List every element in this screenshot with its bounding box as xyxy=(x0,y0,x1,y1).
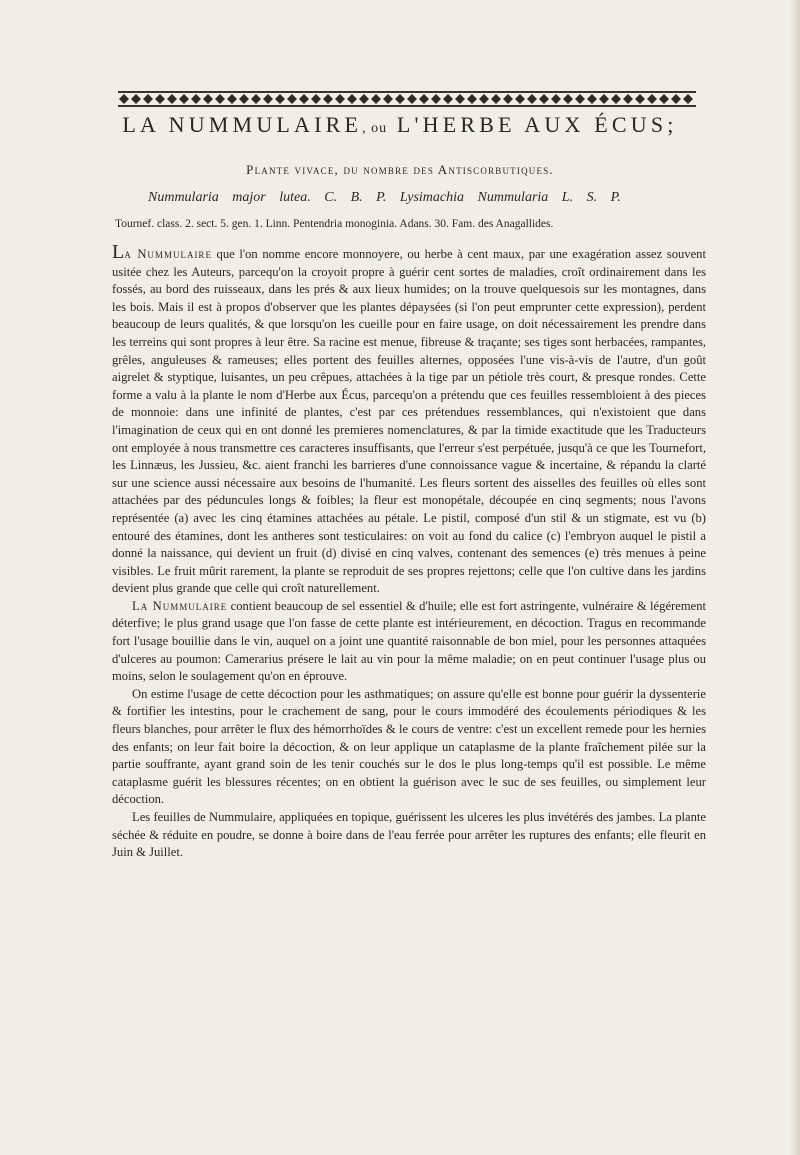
page-edge-shadow xyxy=(790,0,800,1155)
title-ou: , ou xyxy=(362,121,388,136)
botanical-synonyms: Nummularia major lutea. C. B. P. Lysimachia Nummularia L. S. P. xyxy=(148,190,621,205)
drop-cap: L xyxy=(112,241,125,263)
ornament-mark xyxy=(467,94,477,104)
ornament-mark xyxy=(587,94,597,104)
paragraph-2 xyxy=(112,598,706,686)
body-text xyxy=(112,241,707,862)
ornament-mark xyxy=(671,94,681,104)
ornament-mark xyxy=(611,94,621,104)
paragraph-text: contient beaucoup de sel essentiel & d'huile; elle est fort astringente, vulnéraire & légérement déterfive; le plus grand usage que l'on fasse de cette plante est intérieurement, en décoction. Tragus en recommande fort l'usage bouillie dans le vin, auquel on a joint une quantité raisonnable de bon miel, pour les personnes attaquées d'ulceres au poumon: Camerarius présere le lait au vin pour la même maladie; on en peut continuer l'usage plus ou moins, selon le soulagement qu'on en éprouve. xyxy=(112,598,707,684)
decorative-ornament-band xyxy=(118,88,696,110)
paragraph-1 xyxy=(112,241,706,598)
ornament-mark xyxy=(539,94,549,104)
ornament-mark xyxy=(191,94,201,104)
classification-line: Tournef. class. 2. sect. 5. gen. 1. Linn. Pentendria monoginia. Adans. 30. Fam. des Anagallides. xyxy=(115,218,554,230)
ornament-mark xyxy=(599,94,609,104)
title-main: LA NUMMULAIRE xyxy=(122,112,363,137)
ornament-mark xyxy=(431,94,441,104)
ornament-mark xyxy=(371,94,381,104)
paragraph-lead: La Nummulaire xyxy=(132,598,228,613)
ornament-mark xyxy=(299,94,309,104)
paragraph-lead: a Nummulaire xyxy=(124,247,212,261)
ornament-mark xyxy=(215,94,225,104)
ornament-mark xyxy=(251,94,261,104)
page-title xyxy=(0,112,800,138)
ornament-mark xyxy=(515,94,525,104)
ornament-mark xyxy=(143,94,153,104)
ornament-mark xyxy=(419,94,429,104)
ornament-mark xyxy=(635,94,645,104)
ornament-mark xyxy=(227,94,237,104)
ornament-mark xyxy=(167,94,177,104)
ornament-mark xyxy=(527,94,537,104)
paragraph-3: On estime l'usage de cette décoction pour les asthmatiques; on assure qu'elle est bonne pour guérir la dyssenterie & fortifier les intestins, pour le crachement de sang, pour le cours immodéré des écoulements périodiques & les fleurs blanches, pour arrêter le flux des hémorrhoïdes & le cours de ventre: c'est un excellent remede pour les hernies des enfants; on leur fait boire la décoction, & on leur applique un cataplasme de la plante fraîchement pilée sur la partie souffrante, ayant grand soin de les tenir couchés sur le dos le plus long-temps qu'il est possible. Le même cataplasme guérit les blessures récentes; on en obtient la guérison avec le suc de ses feuilles, ou simplement leur décoction. xyxy=(112,686,706,807)
ornament-mark xyxy=(155,94,165,104)
ornament-mark xyxy=(239,94,249,104)
ornament-mark xyxy=(683,94,693,104)
ornament-mark xyxy=(503,94,513,104)
ornament-mark xyxy=(179,94,189,104)
ornament-mark xyxy=(647,94,657,104)
ornament-mark xyxy=(275,94,285,104)
ornament-mark xyxy=(407,94,417,104)
ornament-mark xyxy=(311,94,321,104)
ornament-mark xyxy=(383,94,393,104)
ornament-mark xyxy=(287,94,297,104)
paragraph-4: Les feuilles de Nummulaire, appliquées en topique, guérissent les ulceres les plus invétérés des jambes. La plante séchée & réduite en poudre, se donne à boire dans de l'eau ferrée pour arrêter les ruptures des enfants; elle fleurit en Juin & Juillet. xyxy=(112,810,706,860)
subtitle: Plante vivace, du nombre des Antiscorbutiques. xyxy=(246,162,554,177)
ornament-mark xyxy=(359,94,369,104)
ornament-mark xyxy=(551,94,561,104)
ornament-mark xyxy=(131,94,141,104)
title-alt: L'HERBE AUX ÉCUS; xyxy=(396,112,678,137)
ornament-mark xyxy=(479,94,489,104)
ornament-mark xyxy=(443,94,453,104)
ornament-mark xyxy=(623,94,633,104)
ornament-mark xyxy=(335,94,345,104)
ornament-mark xyxy=(263,94,273,104)
ornament-mark xyxy=(347,94,357,104)
ornament-mark xyxy=(119,94,129,104)
ornament-mark xyxy=(395,94,405,104)
ornament-mark xyxy=(659,94,669,104)
ornament-mark xyxy=(491,94,501,104)
ornament-mark xyxy=(455,94,465,104)
ornament-mark xyxy=(203,94,213,104)
ornament-mark xyxy=(563,94,573,104)
paragraph-text: que l'on nomme encore monnoyere, ou herbe à cent maux, par une exagération assez souvent usitée chez les Auteurs, parcequ'on la croyoit propre à guérir cent sortes de maladies, croît ordinairement dans les fossés, au bord des ruisseaux, dans les prés & aux lieux humides; on la trouve quelquesois sur les montagnes, dans les bois. Mais il est à propos d'observer que les plantes dépaysées (si l'on peut emprunter cette expression), perdent beaucoup de leurs qualités, & que lorsqu'on les cueille pour en faire usage, on doit nécessairement les prendre dans les terreins qui sont propres à leur être. Sa racine est menue, fibreuse & traçante; ses tiges sont herbacées, rampantes, grêles, anguleuses & rameuses; elles portent des feuilles alternes, opposées l'une vis-à-vis de l'autre, d'un goût aigrelet & styptique, luisantes, un peu crêpues, attachées à la tige par un pétiole très court, & presque rondes. Cette forme a valu à la plante le nom d'Herbe aux Écus, parcequ'on a prétendu que ces feuilles ressembloient à des pieces de monnoie: dans une infinité de plantes, c'est par ces prétendues ressemblances, qui n'existoient que dans l'imagination de ceux qui en ont donné les premieres nomenclatures, & par la timide exactitude que les Traducteurs ont employée à nous transmettre ces caracteres insuffisants, que l'erreur s'est perpétuée, jusqu'à ce que les Tournefort, les Linnæus, les Jussieu, &c. aient franchi les barrieres d'une connoissance vague & incertaine, & répandu la clarté sur une science aussi nécessaire aux besoins de l'humanité. Les fleurs sortent des aisselles des feuilles où elles sont attachées par des péduncules longs & foibles; la fleur est monopétale, découpée en cinq segments; nous l'avons représentée (a) avec les cinq étamines attachées au pétale. Le pistil, composé d'un stil & un stigmate, est vu (b) entouré des étamines, dont les antheres sont testiculaires: on voit au fond du calice (c) l'embryon auquel le pistil a donné la naissance, qui devient un fruit (d) divisé en cinq valves, contenant des semences (e) très menues à peine visibles. Le fruit mûrit rarement, la plante se reproduit de ses propres rejettons; celle que l'on cultive dans les jardins devient plus grande que celle qui croît naturellement. xyxy=(112,247,706,596)
ornament-mark xyxy=(575,94,585,104)
ornament-mark xyxy=(323,94,333,104)
